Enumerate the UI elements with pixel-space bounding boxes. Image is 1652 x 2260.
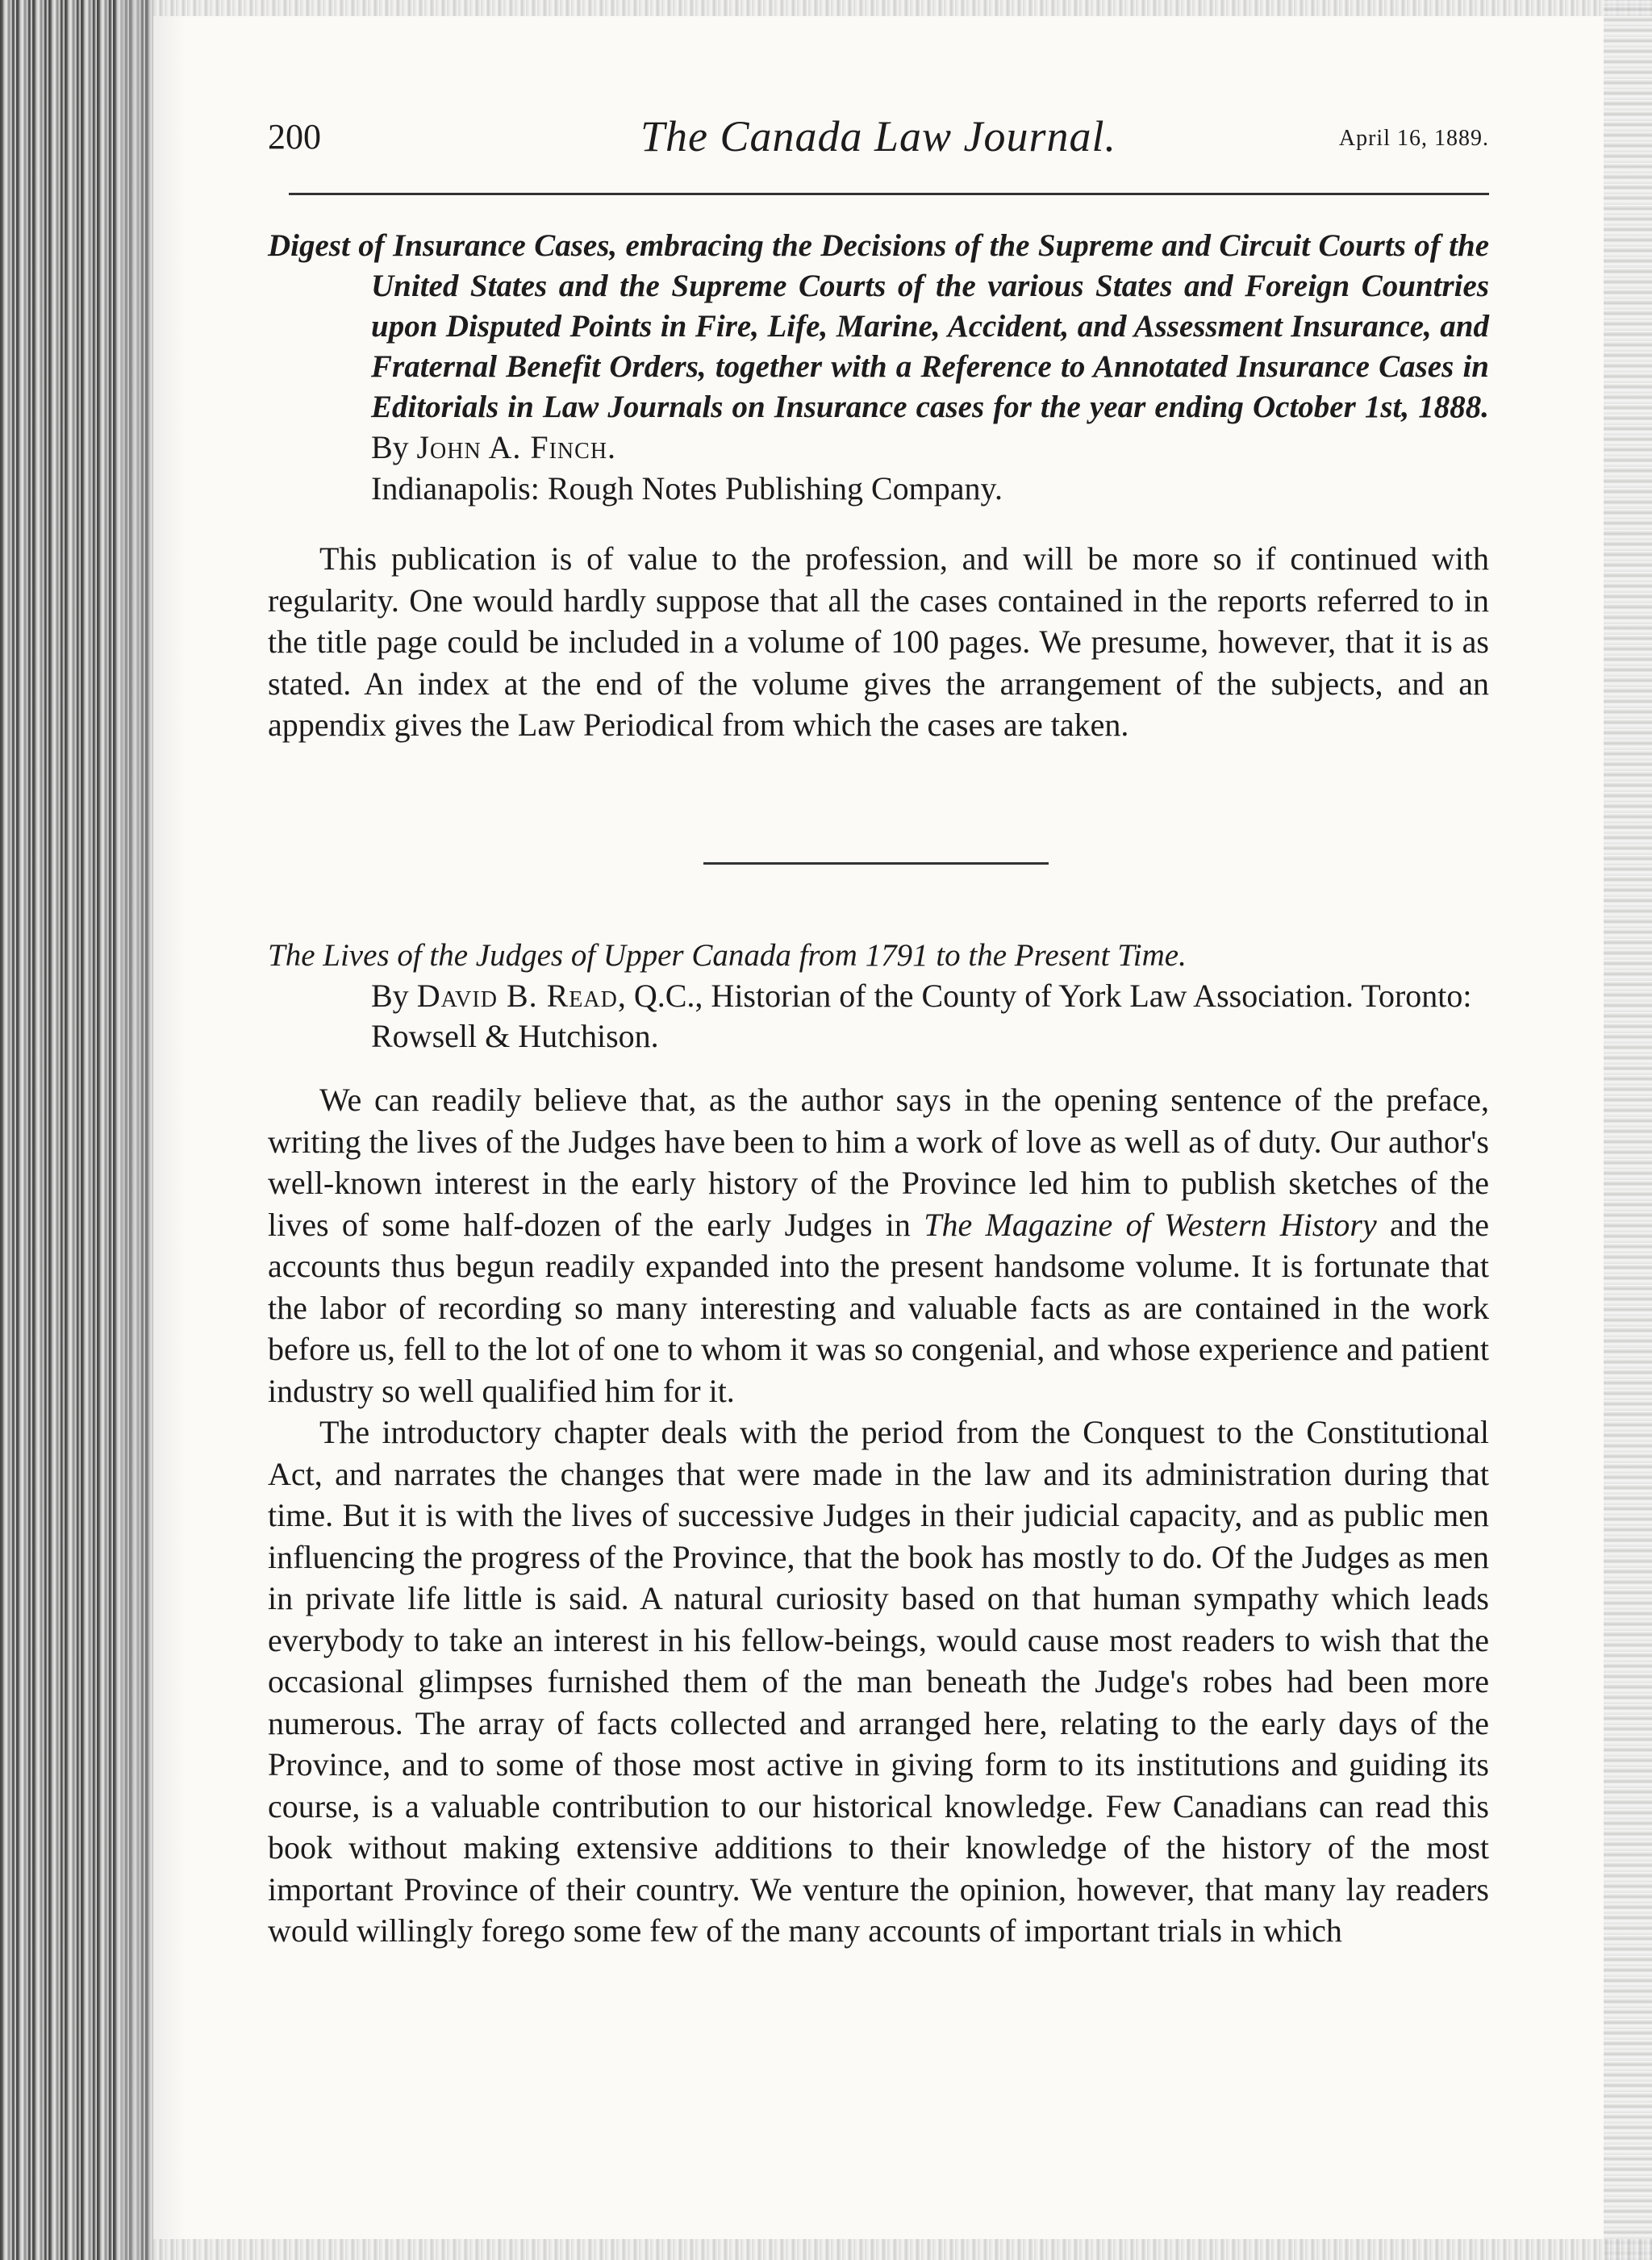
review-title-text: Digest of Insurance Cases, embracing the Decisions of the Supreme and Circuit Courts of the United States and the Supreme Courts of the various States and Foreign Countries upon Disputed Points in Fire, Life, Marine, Accident, and Assessment Insurance, and Fraternal Benefit Orders, together with a Reference to Annotated Insurance Cases in Editorials in Law Journals on Insurance cases for the year ending October 1st, 1888. bbox=[268, 228, 1489, 424]
section-divider bbox=[703, 862, 1049, 865]
review-author: David B. Read bbox=[416, 978, 618, 1014]
magazine-title: The Magazine of Western History bbox=[924, 1206, 1377, 1243]
header-rule bbox=[289, 193, 1489, 195]
running-header bbox=[268, 111, 1489, 176]
review-publisher: Indianapolis: Rough Notes Publishing Company. bbox=[371, 470, 1003, 507]
review-author: John A. Finch. bbox=[416, 429, 617, 465]
review-byline bbox=[268, 976, 1489, 1057]
issue-date: April 16, 1889. bbox=[1338, 126, 1489, 151]
page-number: 200 bbox=[268, 117, 321, 156]
journal-title: The Canada Law Journal. bbox=[640, 112, 1117, 161]
paragraph-text: We can readily believe that, as the author says in the opening sentence of the preface, writing the lives of the Judges have been to him a work of love as well as of duty. Our author's well-known interest in the early history of the Province led him to publish sketches of the lives of some half-dozen of the early Judges in bbox=[268, 1082, 1489, 1243]
paragraph-text: and the accounts thus begun readily expanded into the present handsome volume. It is fortunate that the labor of recording so many interesting and valuable facts as are contained in the work before us, fell to the lot of one to whom it was so congenial, and whose experience and patient industry so well qualified him for it. bbox=[268, 1206, 1489, 1409]
review-title bbox=[268, 226, 1489, 469]
review-by: By bbox=[371, 978, 409, 1014]
review-insurance-digest bbox=[268, 226, 1489, 746]
review-lives-of-judges bbox=[268, 936, 1489, 1952]
spine-shadow bbox=[121, 0, 186, 2260]
page-top-edge bbox=[153, 0, 1652, 16]
review-by: By bbox=[371, 429, 409, 465]
review-paragraph-1 bbox=[268, 1079, 1489, 1411]
review-paragraph-2: The introductory chapter deals with the period from the Conquest to the Constitutional Act, and narrates the changes that were made in the law and its administration during that time. But it is with the lives of successive Judges in their judicial capacity, and as public men influencing the progress of the Province, that the book has mostly to do. Of the Judges as men in private life little is said. A natural curiosity based on that human sympathy which leads everybody to take an interest in his fellow-beings, would cause most readers to wish that the occasional glimpses furnished them of the man beneath the Judge's robes had been more numerous. The array of facts collected and arranged here, relating to the early days of the Province, and to some of those most active in giving form to its institutions and guiding its course, is a valuable contribution to our historical knowledge. Few Canadians can read this book without making extensive additions to their knowledge of the history of the most important Province of their country. We venture the opinion, however, that many lay readers would willingly forego some few of the many accounts of important trials in which bbox=[268, 1414, 1489, 1949]
page-right-edge bbox=[1604, 0, 1652, 2260]
page-bottom-edge bbox=[153, 2239, 1652, 2260]
review-title: The Lives of the Judges of Upper Canada from 1791 to the Present Time. bbox=[268, 938, 1187, 973]
review-author-details: , Q.C., Historian of the County of York Law Association. Toronto: Rowsell & Hutchison. bbox=[371, 978, 1472, 1054]
review-paragraph: This publication is of value to the profession, and will be more so if continued with regularity. One would hardly suppose that all the cases contained in the reports referred to in the title page could be included in a volume of 100 pages. We presume, however, that it is as stated. An index at the end of the volume gives the arrangement of the subjects, and an appendix gives the Law Periodical from which the cases are taken. bbox=[268, 540, 1489, 743]
